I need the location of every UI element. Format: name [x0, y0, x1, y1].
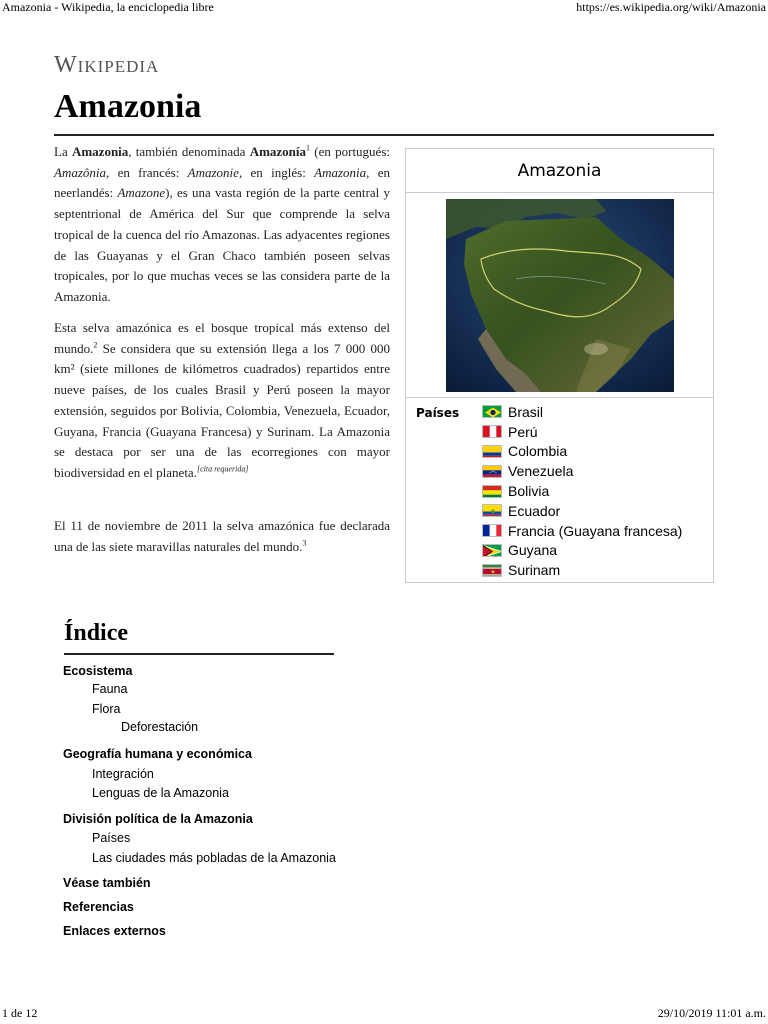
toc-item-geografia[interactable]: Geografía humana y económica — [63, 747, 252, 761]
toc-item-lenguas[interactable]: Lenguas de la Amazonia — [92, 786, 229, 800]
country-item — [482, 422, 707, 442]
paragraph-text: , también denominada — [128, 144, 250, 159]
page-title: Amazonia — [54, 88, 202, 125]
countries-label: Países — [416, 406, 460, 420]
paragraph-text: (en portugués: — [310, 144, 390, 159]
title-divider — [54, 134, 714, 136]
italic-term: Amazonia — [314, 164, 367, 180]
print-url[interactable]: https://es.wikipedia.org/wiki/Amazonia — [576, 0, 766, 14]
toc-item-ciudades[interactable]: Las ciudades más pobladas de la Amazonia — [92, 851, 336, 865]
ecuador-flag-icon — [482, 504, 502, 517]
toc-item-deforestacion[interactable]: Deforestación — [121, 720, 199, 734]
paragraph-text: , en francés: — [106, 164, 188, 180]
print-page-count: 1 de 12 — [2, 1006, 38, 1020]
toc-item-paises[interactable]: Países — [92, 831, 131, 845]
infobox — [405, 148, 714, 583]
paragraph-text: El 11 de noviembre de 2011 la selva amazónica fue declarada una de las siete maravillas naturales del mundo. — [54, 518, 390, 554]
toc-item-referencias[interactable]: Referencias — [63, 900, 134, 914]
reference-link[interactable]: 2 — [93, 340, 98, 350]
country-item — [482, 402, 707, 422]
paragraph-text: Se considera que su extensión llega a los 7 000 000 km² (siete millones de kilómetros cuadrados) repartidos entre nueve países, de los cuales Brasil y Perú poseen la mayor extensión, seguidos por Bolivia, Colombia, Venezuela, Ecuador, Guyana, Francia (Guayana Francesa) y Surinam. La Amazonia se destaca por ser una de las ecorregiones con mayor biodiversidad en el planeta. — [54, 340, 390, 480]
italic-term: Amazonie — [187, 164, 239, 180]
country-name-link[interactable]: Ecuador — [508, 502, 561, 519]
toc-item-ecosistema[interactable]: Ecosistema — [63, 664, 133, 678]
bolivia-flag-icon — [482, 485, 502, 498]
article-paragraph-3 — [54, 516, 390, 557]
south-america-satellite-icon — [446, 199, 674, 392]
france-flag-icon — [482, 524, 502, 537]
country-name-link[interactable]: Bolivia — [508, 483, 550, 500]
print-datetime: 29/10/2019 11:01 a.m. — [657, 1006, 766, 1020]
paragraph-text: ), es una vasta región de la parte central y septentrional de América del Sur que comprende la selva tropical de la cuenca del río Amazonas. Las adyacentes regiones de las Guayanas y el Gran Chaco también poseen selvas tropicales, por lo que muchas veces se las considera parte de la Amazonia. — [54, 185, 390, 304]
country-item — [482, 442, 707, 462]
paragraph-text: Esta selva amazónica es el bosque tropical más extenso del mundo. — [54, 320, 390, 356]
suriname-flag-icon — [482, 564, 502, 577]
country-name-link[interactable]: Colombia — [508, 443, 568, 460]
article-paragraph-1 — [54, 142, 390, 308]
toc-item-division-politica[interactable]: División política de la Amazonia — [63, 812, 253, 826]
country-item — [482, 501, 707, 521]
paragraph-text: , en inglés: — [238, 164, 315, 180]
infobox-title: Amazonia — [406, 149, 713, 193]
reference-link[interactable]: 3 — [302, 538, 307, 548]
bold-term: Amazonia — [71, 144, 129, 159]
country-item — [482, 521, 707, 541]
toc-divider — [64, 653, 334, 655]
print-footer — [0, 1006, 768, 1022]
infobox-divider — [406, 397, 713, 398]
toc-title: Índice — [64, 620, 129, 646]
country-name-link[interactable]: Venezuela — [508, 463, 574, 480]
country-name-link[interactable]: Guyana — [508, 542, 558, 559]
colombia-flag-icon — [482, 445, 502, 458]
wikipedia-wordmark[interactable]: Wikipedia — [54, 52, 160, 78]
country-item — [482, 541, 707, 561]
toc-item-fauna[interactable]: Fauna — [92, 682, 128, 696]
country-item — [482, 481, 707, 501]
country-item — [482, 560, 707, 580]
countries-list — [482, 402, 707, 580]
guyana-flag-icon — [482, 544, 502, 557]
venezuela-flag-icon — [482, 465, 502, 478]
italic-term: Amazônia — [54, 164, 106, 180]
article-paragraph-2 — [54, 318, 390, 484]
country-item — [482, 461, 707, 481]
paragraph-text: La — [54, 144, 72, 159]
print-page-title: Amazonia - Wikipedia, la enciclopedia libre — [2, 0, 214, 14]
peru-flag-icon — [482, 425, 502, 438]
country-name-link[interactable]: Brasil — [508, 403, 544, 420]
toc-item-flora[interactable]: Flora — [92, 702, 121, 716]
print-header — [0, 0, 768, 16]
toc-item-enlaces-externos[interactable]: Enlaces externos — [63, 924, 166, 938]
toc-item-integracion[interactable]: Integración — [92, 767, 154, 781]
reference-link[interactable]: 1 — [306, 143, 311, 153]
paragraph-text: , en neerlandés: — [54, 164, 390, 201]
country-name-link[interactable]: Perú — [508, 423, 538, 440]
satellite-map-image[interactable] — [446, 199, 674, 392]
brazil-flag-icon — [482, 405, 502, 418]
toc-item-vease-tambien[interactable]: Véase también — [63, 876, 151, 890]
italic-term: Amazone — [117, 185, 166, 201]
bold-term: Amazonía — [249, 144, 307, 159]
country-name-link[interactable]: Francia (Guayana francesa) — [508, 522, 683, 539]
citation-needed-link[interactable]: [cita requerida] — [196, 464, 249, 474]
country-name-link[interactable]: Surinam — [508, 562, 561, 579]
